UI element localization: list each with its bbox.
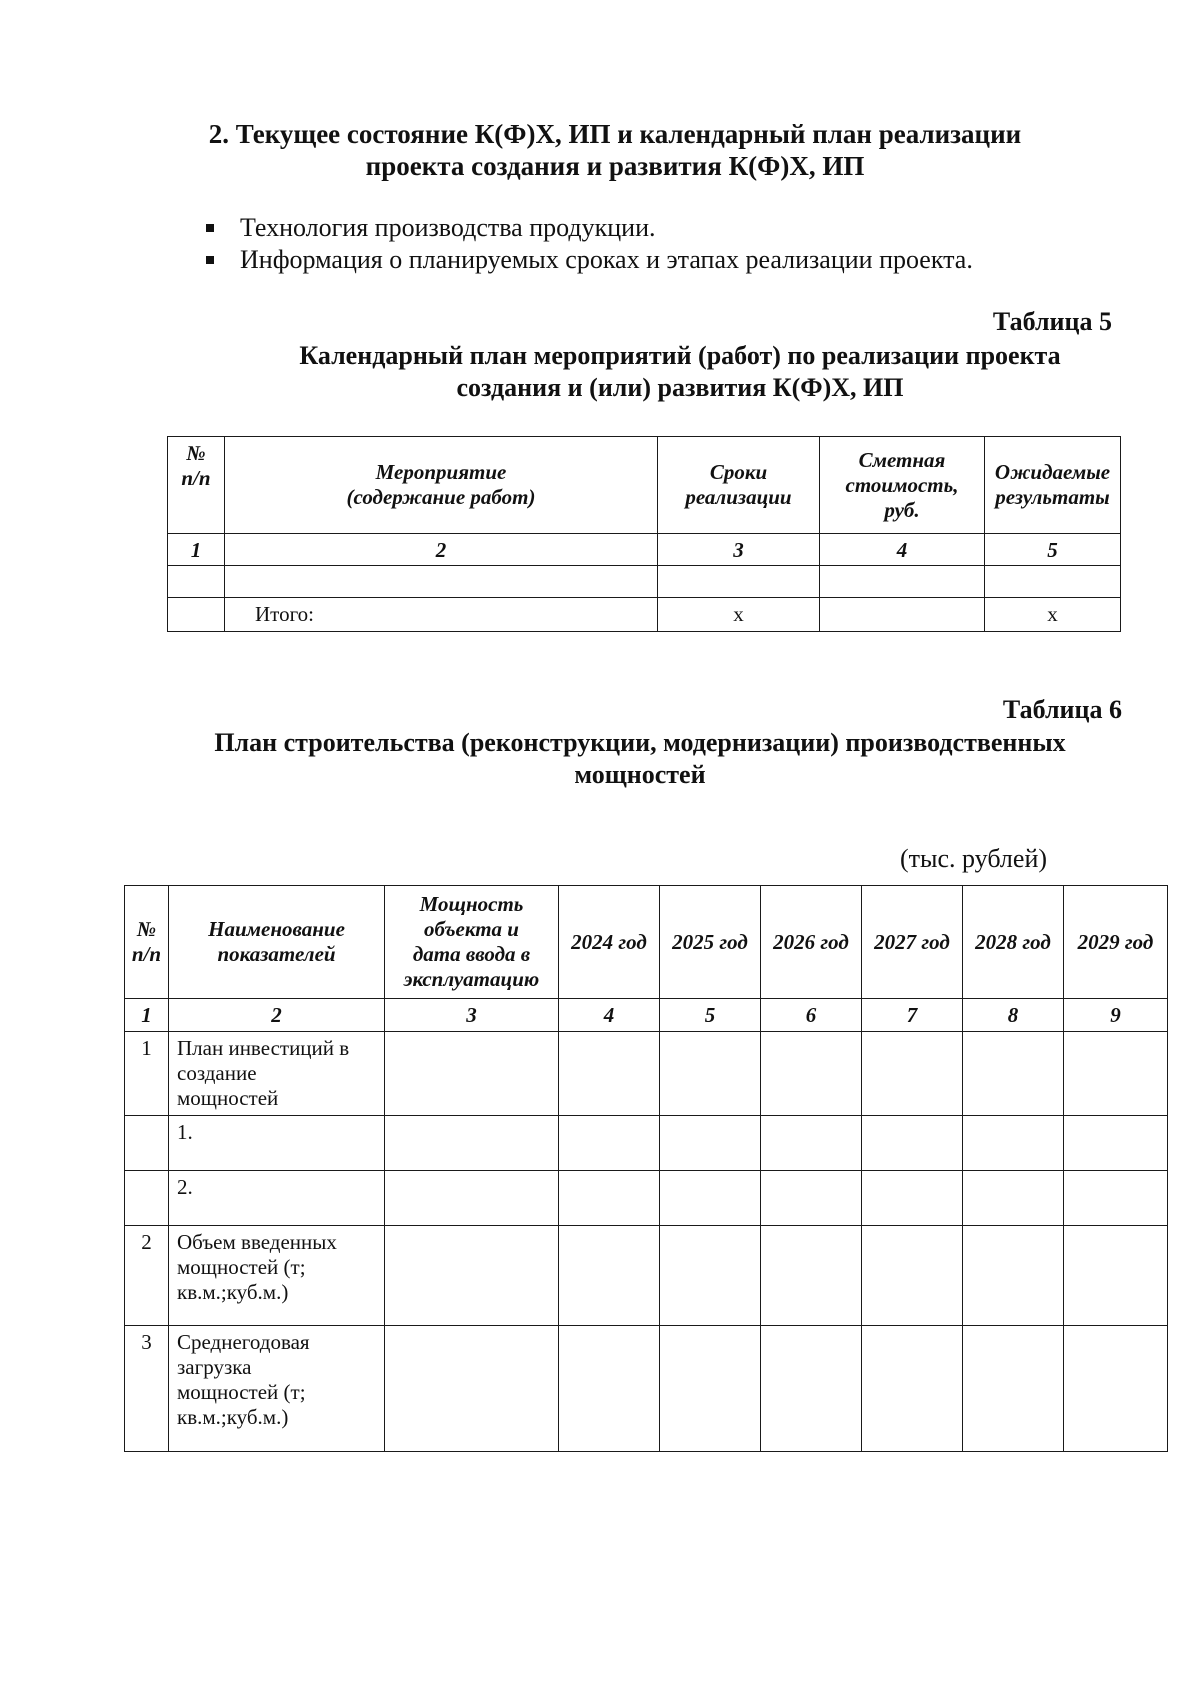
row-label <box>169 1326 385 1452</box>
table-cell[interactable] <box>963 1116 1064 1171</box>
table-cell[interactable] <box>820 566 985 598</box>
table-cell[interactable] <box>385 1226 559 1326</box>
table-cell[interactable] <box>761 1116 862 1171</box>
col-header-activity <box>225 437 658 534</box>
total-results-cell: х <box>985 598 1121 632</box>
column-number: 3 <box>385 999 559 1032</box>
table-6-title <box>160 727 1120 791</box>
bullet-item <box>200 212 973 244</box>
table-6-title-line-2: мощностей <box>574 760 706 789</box>
header-text: показателей <box>217 942 336 966</box>
column-number: 6 <box>761 999 862 1032</box>
section-heading-line-1: 2. Текущее состояние К(Ф)Х, ИП и календарный план реализации <box>208 119 1022 149</box>
table-cell[interactable] <box>225 566 658 598</box>
col-header-expected-results <box>985 437 1121 534</box>
table-5-title <box>200 340 1160 404</box>
row-index: 3 <box>125 1326 169 1452</box>
header-text: п/п <box>131 942 162 966</box>
column-number: 5 <box>985 534 1121 566</box>
table-cell[interactable] <box>660 1032 761 1116</box>
header-text: (содержание работ) <box>346 485 536 509</box>
table-cell[interactable] <box>658 566 820 598</box>
row-label-line: загрузка <box>177 1355 252 1379</box>
table-cell[interactable] <box>168 598 225 632</box>
row-label-line: Среднегодовая <box>177 1330 310 1354</box>
table-cell[interactable] <box>761 1326 862 1452</box>
table-cell[interactable] <box>385 1116 559 1171</box>
bullet-text: Информация о планируемых сроках и этапах реализации проекта. <box>240 245 973 274</box>
table-cell[interactable] <box>862 1032 963 1116</box>
header-text: Мероприятие <box>375 460 507 484</box>
header-text: Мощность <box>419 892 524 916</box>
table-cell[interactable] <box>660 1171 761 1226</box>
table-cell[interactable] <box>559 1032 660 1116</box>
row-label-line: 2. <box>177 1175 193 1199</box>
table-row <box>125 1226 1168 1326</box>
row-label-line: создание <box>177 1061 257 1085</box>
row-label-line: мощностей (т; <box>177 1255 306 1279</box>
row-label-line: План инвестиций в <box>177 1036 350 1060</box>
col-header-year: 2029 год <box>1064 886 1168 999</box>
bullet-list <box>200 212 973 276</box>
col-header-year: 2026 год <box>761 886 862 999</box>
col-header-year: 2027 год <box>862 886 963 999</box>
table-cell[interactable] <box>862 1171 963 1226</box>
table-6 <box>124 885 1168 1452</box>
table-row <box>125 1032 1168 1116</box>
total-cost-cell[interactable] <box>820 598 985 632</box>
col-header-terms <box>658 437 820 534</box>
table-cell[interactable] <box>963 1326 1064 1452</box>
table-cell[interactable] <box>862 1116 963 1171</box>
col-header-year: 2024 год <box>559 886 660 999</box>
column-number-row <box>125 999 1168 1032</box>
table-cell[interactable] <box>761 1226 862 1326</box>
col-header-estimated-cost <box>820 437 985 534</box>
table-row <box>125 1171 1168 1226</box>
table-cell[interactable] <box>660 1116 761 1171</box>
units-label: (тыс. рублей) <box>900 844 1048 873</box>
table-6-label: Таблица 6 <box>1002 695 1122 724</box>
square-bullet-icon <box>206 224 214 232</box>
column-number-row <box>168 534 1121 566</box>
header-text: п/п <box>181 466 211 490</box>
header-text: № <box>186 441 206 465</box>
table-cell[interactable] <box>385 1032 559 1116</box>
table-cell[interactable] <box>1064 1171 1168 1226</box>
column-number: 9 <box>1064 999 1168 1032</box>
table-row <box>168 566 1121 598</box>
table-cell[interactable] <box>1064 1032 1168 1116</box>
table-cell[interactable] <box>559 1171 660 1226</box>
bullet-item <box>200 244 973 276</box>
row-index: 2 <box>125 1226 169 1326</box>
table-cell[interactable] <box>660 1326 761 1452</box>
column-number: 8 <box>963 999 1064 1032</box>
header-text: стоимость, <box>845 472 959 497</box>
table-5-title-line-2: создания и (или) развития К(Ф)Х, ИП <box>456 373 904 402</box>
row-label-line: мощностей (т; <box>177 1380 306 1404</box>
header-text: руб. <box>884 497 920 522</box>
row-label-line: 1. <box>177 1120 193 1144</box>
row-index <box>125 1171 169 1226</box>
table-cell[interactable] <box>660 1226 761 1326</box>
column-number: 2 <box>225 534 658 566</box>
header-text: объекта и <box>424 917 519 941</box>
col-header-number <box>168 437 225 534</box>
table-cell[interactable] <box>963 1226 1064 1326</box>
column-number: 1 <box>125 999 169 1032</box>
column-number: 1 <box>168 534 225 566</box>
table-cell[interactable] <box>559 1116 660 1171</box>
table-5-title-line-1: Календарный план мероприятий (работ) по реализации проекта <box>299 341 1061 370</box>
table-6-title-line-1: План строительства (реконструкции, модернизации) производственных <box>214 728 1066 757</box>
col-header-year: 2028 год <box>963 886 1064 999</box>
table-row <box>125 1116 1168 1171</box>
row-label-line: Объем введенных <box>177 1230 337 1254</box>
header-text: Сметная <box>858 447 946 472</box>
col-header-capacity <box>385 886 559 999</box>
header-text: эксплуатацию <box>403 967 540 991</box>
row-label <box>169 1116 385 1171</box>
table-cell[interactable] <box>1064 1116 1168 1171</box>
table-cell[interactable] <box>761 1032 862 1116</box>
table-cell[interactable] <box>385 1326 559 1452</box>
total-row <box>168 598 1121 632</box>
table-header-row <box>168 437 1121 534</box>
table-cell[interactable] <box>168 566 225 598</box>
table-cell[interactable] <box>385 1171 559 1226</box>
column-number: 7 <box>862 999 963 1032</box>
total-label: Итого: <box>225 598 658 632</box>
bullet-text: Технология производства продукции. <box>240 213 656 242</box>
row-label <box>169 1226 385 1326</box>
col-header-year: 2025 год <box>660 886 761 999</box>
total-terms-cell: х <box>658 598 820 632</box>
table-cell[interactable] <box>559 1326 660 1452</box>
header-text: реализации <box>685 485 792 509</box>
row-label-line: кв.м.;куб.м.) <box>177 1280 289 1304</box>
col-header-indicator-name <box>169 886 385 999</box>
column-number: 4 <box>820 534 985 566</box>
header-text: результаты <box>995 485 1110 509</box>
section-heading-line-2: проекта создания и развития К(Ф)Х, ИП <box>365 151 865 181</box>
row-index: 1 <box>125 1032 169 1116</box>
row-label-line: кв.м.;куб.м.) <box>177 1405 289 1429</box>
table-5 <box>167 436 1121 632</box>
table-row <box>125 1326 1168 1452</box>
column-number: 4 <box>559 999 660 1032</box>
row-index <box>125 1116 169 1171</box>
header-text: Наименование <box>208 917 345 941</box>
column-number: 2 <box>169 999 385 1032</box>
header-text: дата ввода в <box>412 942 531 966</box>
section-heading <box>170 118 1060 182</box>
table-header-row <box>125 886 1168 999</box>
table-cell[interactable] <box>1064 1326 1168 1452</box>
header-text: № <box>136 917 157 941</box>
table-cell[interactable] <box>559 1226 660 1326</box>
table-cell[interactable] <box>963 1032 1064 1116</box>
table-cell[interactable] <box>761 1171 862 1226</box>
row-label <box>169 1171 385 1226</box>
table-cell[interactable] <box>862 1226 963 1326</box>
header-text: Ожидаемые <box>994 460 1111 484</box>
header-text: Сроки <box>709 460 768 484</box>
column-number: 3 <box>658 534 820 566</box>
table-cell[interactable] <box>862 1326 963 1452</box>
row-label-line: мощностей <box>177 1086 279 1110</box>
table-cell[interactable] <box>1064 1226 1168 1326</box>
square-bullet-icon <box>206 256 214 264</box>
table-cell[interactable] <box>985 566 1121 598</box>
row-label <box>169 1032 385 1116</box>
column-number: 5 <box>660 999 761 1032</box>
col-header-number <box>125 886 169 999</box>
table-cell[interactable] <box>963 1171 1064 1226</box>
table-5-label: Таблица 5 <box>992 307 1112 336</box>
